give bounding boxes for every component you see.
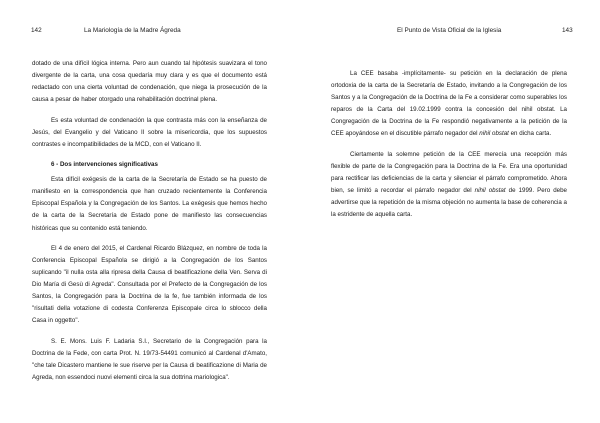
paragraph: dotado de una difícil lógica interna. Pero aun cuando tal hipótesis suavizara el tono divergente de la carta, una cosa quedaría muy clara y es que el documento está redactado con una cierta voluntad de condenación, que niega la prosecución de la causa a pesar de haber otorgado una rehabilitación doctrinal plena. — [32, 60, 267, 104]
paragraph-text: La CEE basaba -implícitamente- su petición en la declaración de plena ortodoxia de la carta de la Secretaría de Estado, invitando a la Congregación de los Santos y a la Congregación de la Doctrina de la Fe a considerar como superables los reparos de la Carta del 19.02.1999 contra la concesión del nihil obstat. La Congregación de la Doctrina de la Fe respondió negativamente a la petición de la CEE apoyándose en el discutible párrafo negador del — [331, 70, 567, 138]
paragraph — [331, 149, 567, 222]
right-page — [300, 0, 600, 423]
running-header: El Punto de Vista Oficial de la Iglesia — [397, 27, 502, 34]
paragraph — [331, 68, 567, 141]
paragraph: El 4 de enero del 2015, el Cardenal Ricardo Blázquez, en nombre de toda la Conferencia Episcopal Española se dirigió a la Congregación de los Santos suplicando "il nulla osta alla ripresa della Causa di beatificazione della Ven. Serva di Dio María di Gesù di Agreda". Consultada por el Prefecto de la Congregación de los Santos, la Congregación para la Doctrina de la fe, fue también informada de los "risultati della votazione di codesta Conferenza Episcopale circa lo sblocco della Casa in oggetto". — [32, 244, 267, 325]
page-number: 143 — [562, 27, 573, 34]
paragraph: S. E. Mons. Luis F. Ladaria S.I., Secretario de la Congregación para la Doctrina de la Fede, con carta Prot. N. 19/73-54491 comunicó al Cardenal d'Amato, "che tale Dicastero mantiene le sue riserve per la Causa di beatificazione di Maria de Agreda, non essendoci nuovi elementi circa la sua dottrina mariologica". — [32, 337, 267, 381]
section-heading: 6 - Dos intervenciones significativas — [51, 161, 158, 169]
page-body — [331, 68, 567, 230]
page-body — [32, 58, 267, 392]
italic-term: nihil obstat — [479, 130, 509, 138]
paragraph: Es esta voluntad de condenación la que contrasta más con la enseñanza de Jesús, del Evangelio y del Vaticano II sobre la misericordia, que los supuestos contrastes e incompatibilidades de la MCD, con el Vaticano II. — [32, 116, 267, 148]
paragraph-text: Ciertamente la solemne petición de la CEE merecía una recepción más flexible de parte de la Congregación para la Doctrina de la Fe. Era una oportunidad para rectificar las deficiencias de la carta y silenciar el párrafo comprometido. Ahora bien, se limitó a recordar el párrafo negador del — [331, 150, 567, 195]
page-number: 142 — [31, 27, 42, 34]
paragraph-text: en dicha carta. — [510, 130, 552, 138]
italic-term: nihil obstat — [474, 187, 506, 195]
paragraph-text: de 1999. Pero debe advertirse que la repetición de la misma objeción no aumenta la base de coherencia a la estridente de aquella carta. — [331, 187, 567, 219]
running-header: La Mariología de la Madre Ágreda — [84, 27, 181, 34]
paragraph: Esta difícil exégesis de la carta de la Secretaría de Estado se ha puesto de manifiesto en la correspondencia que han cruzado recientemente la Conferencia Episcopal Española y la Congregación de los Santos. La exégesis que hemos hecho de la carta de la Secretaría de Estado pone de manifiesto las consecuencias históricas que su contenido está teniendo. — [32, 176, 267, 232]
